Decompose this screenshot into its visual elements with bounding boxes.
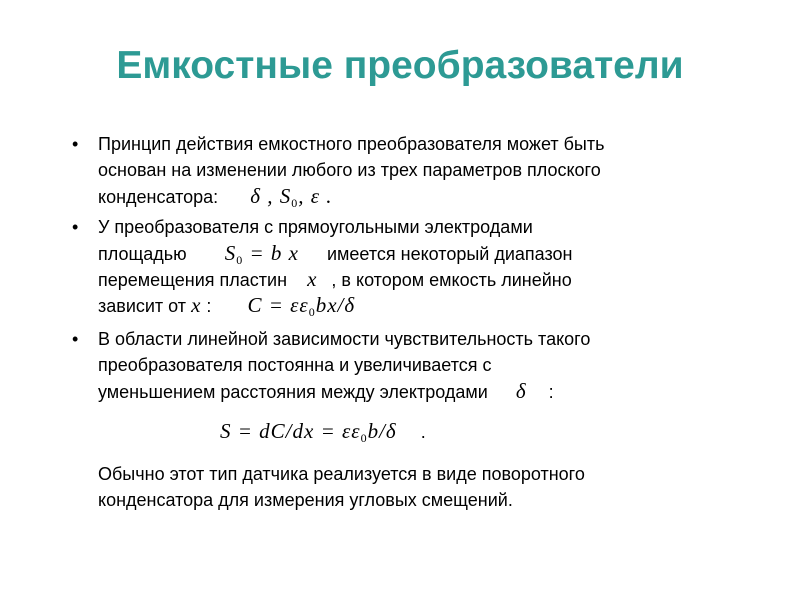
closing-line1: Обычно этот тип датчика реализуется в виде поворотного (98, 464, 585, 484)
bullet2-line1: У преобразователя с прямоугольными электродами (98, 217, 533, 237)
line4-colon: : (206, 296, 212, 316)
bullet3-line2: преобразователя постоянна и увеличивается с (98, 355, 492, 375)
sensitivity-period: . (420, 422, 426, 442)
bullet2-line4-text: зависит от (98, 296, 187, 316)
bullet1-line1: Принцип действия емкостного преобразователя может быть (98, 134, 605, 154)
bullet-marker-1: • (72, 134, 79, 154)
bullet2-line2-tail: имеется некоторый диапазон (326, 244, 573, 264)
sensitivity-formula: $S = dC/dx = \varepsilon\varepsilon_0b/\delta$ . (220, 419, 426, 445)
closing-line2: конденсатора для измерения угловых смещений. (98, 490, 513, 510)
bullet1-line3-text: конденсатора: (98, 187, 219, 207)
bullet3-line3-colon: : (548, 382, 554, 402)
bullet2-line2-text: площадью (98, 244, 187, 264)
bullet1-line3 (98, 185, 333, 214)
bullet2-line3 (98, 268, 572, 291)
line4-variable: x (191, 293, 202, 317)
distance-variable: δ (515, 379, 527, 403)
bullet3-line1: В области линейной зависимости чувствительность такого (98, 329, 591, 349)
parameters-formula: δ , $S_0$, ε . (250, 184, 333, 210)
bullet2-line2 (98, 242, 572, 271)
bullet2-line3-tail: , в котором емкость линейно (331, 270, 572, 290)
bullet3-line3-text: уменьшением расстояния между электродами (98, 382, 488, 402)
bullet2-line4 (98, 294, 355, 323)
slide-title: Емкостные преобразователи (116, 44, 684, 87)
capacitance-formula: $C = \varepsilon\varepsilon_0bx/\delta$ (247, 293, 356, 319)
bullet-marker-2: • (72, 217, 79, 237)
bullet3-line3 (98, 380, 554, 403)
bullet2-line3-text: перемещения пластин (98, 270, 288, 290)
bullet-marker-3: • (72, 329, 79, 349)
bullet1-line2: основан на изменении любого из трех параметров плоского (98, 160, 601, 180)
displacement-variable: x (307, 267, 318, 291)
area-formula: $S_0 = b$ x (224, 241, 299, 267)
